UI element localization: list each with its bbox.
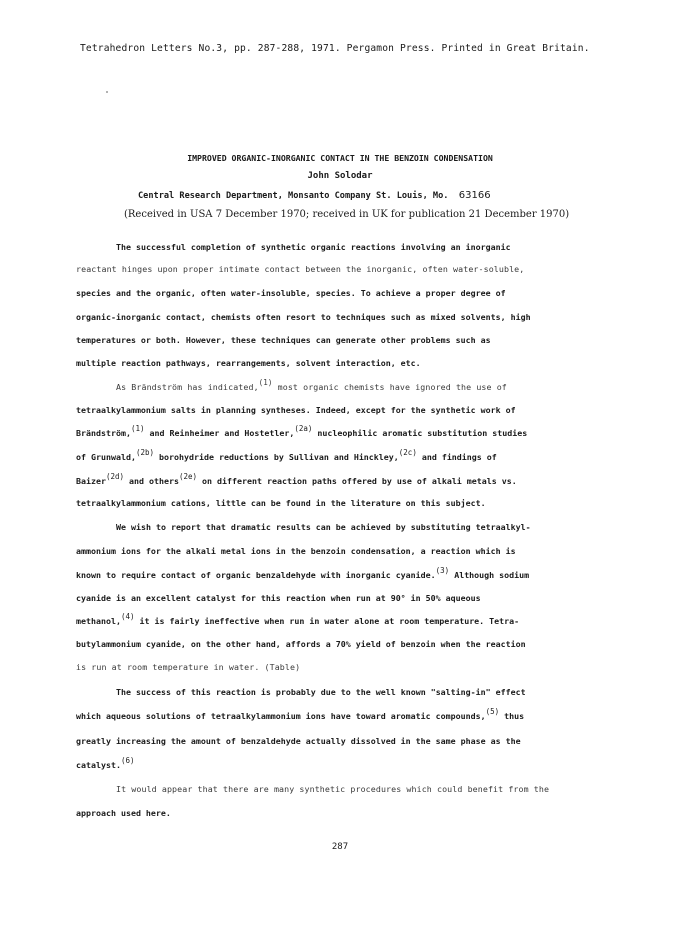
p2-line-3-b: and Reinheimer and Hostetler, bbox=[144, 428, 295, 438]
p2-line-5 bbox=[76, 472, 517, 486]
p3-line-3-b: Although sodium bbox=[449, 570, 530, 580]
p3-line-3-a: known to require contact of organic benzaldehyde with inorganic cyanide. bbox=[76, 570, 436, 580]
ref-2a: (2a) bbox=[294, 424, 313, 433]
scan-speck bbox=[106, 91, 108, 93]
p1-line-2: reactant hinges upon proper intimate contact between the inorganic, often water-soluble, bbox=[76, 264, 525, 274]
p3-line-1: We wish to report that dramatic results can be achieved by substituting tetraalkyl- bbox=[116, 522, 531, 532]
p3-line-4: cyanide is an excellent catalyst for this reaction when run at 90° in 50% aqueous bbox=[76, 593, 481, 603]
article-title: IMPROVED ORGANIC-INORGANIC CONTACT IN THE BENZOIN CONDENSATION bbox=[187, 153, 493, 163]
p2-line-6: tetraalkylammonium cations, little can be found in the literature on this subject. bbox=[76, 498, 486, 508]
p2-line-3-a: Brändström, bbox=[76, 428, 131, 438]
p2-line-4-c: and findings of bbox=[416, 452, 497, 462]
p3-line-2: ammonium ions for the alkali metal ions in the benzoin condensation, a reaction which is bbox=[76, 546, 516, 556]
ref-2c: (2c) bbox=[398, 448, 417, 457]
p1-line-4: organic-inorganic contact, chemists often resort to techniques such as mixed solvents, high bbox=[76, 312, 531, 322]
p2-line-4 bbox=[76, 448, 497, 462]
p4-line-1: The success of this reaction is probably due to the well known "salting-in" effect bbox=[116, 687, 526, 697]
affiliation bbox=[138, 190, 491, 201]
p4-line-2-b: thus bbox=[499, 711, 525, 721]
affiliation-zip: 63166 bbox=[458, 190, 491, 201]
ref-1: (1) bbox=[258, 378, 273, 387]
p2-line-5-b: and others bbox=[124, 476, 179, 486]
ref-2b: (2b) bbox=[135, 448, 155, 457]
p3-line-5-b: it is fairly ineffective when run in water alone at room temperature. Tetra- bbox=[134, 616, 520, 626]
p1-line-3: species and the organic, often water-insoluble, species. To achieve a proper degree of bbox=[76, 288, 506, 298]
p4-line-2-a: which aqueous solutions of tetraalkylammonium ions have toward aromatic compounds, bbox=[76, 711, 486, 721]
p2-line-4-b: borohydride reductions by Sullivan and Hinckley, bbox=[154, 452, 399, 462]
ref-1b: (1) bbox=[130, 424, 145, 433]
p3-line-5 bbox=[76, 612, 520, 626]
p2-line-3-c: nucleophilic aromatic substitution studies bbox=[312, 428, 528, 438]
p3-line-7: is run at room temperature in water. (Table) bbox=[76, 662, 301, 672]
p3-line-5-a: methanol, bbox=[76, 616, 121, 626]
p5-line-2: approach used here. bbox=[76, 808, 171, 818]
affiliation-text: Central Research Department, Monsanto Company St. Louis, Mo. bbox=[138, 191, 449, 201]
ref-4: (4) bbox=[120, 612, 135, 621]
p2-line-1-a: As Brändström has indicated, bbox=[116, 382, 259, 392]
received-dates: (Received in USA 7 December 1970; received in UK for publication 21 December 1970) bbox=[124, 209, 570, 220]
p4-line-2 bbox=[76, 707, 525, 721]
p2-line-1 bbox=[116, 378, 507, 392]
p4-line-3: greatly increasing the amount of benzaldehyde actually dissolved in the same phase as the bbox=[76, 736, 521, 746]
p1-line-5: temperatures or both. However, these techniques can generate other problems such as bbox=[76, 335, 491, 345]
p2-line-5-a: Baizer bbox=[76, 476, 106, 486]
p2-line-4-a: of Grunwald, bbox=[76, 452, 136, 462]
ref-2e: (2e) bbox=[179, 472, 198, 481]
p2-line-5-c: on different reaction paths offered by use of alkali metals vs. bbox=[197, 476, 517, 486]
p2-line-1-b: most organic chemists have ignored the use of bbox=[272, 382, 507, 392]
ref-6: (6) bbox=[120, 756, 135, 765]
ref-3: (3) bbox=[435, 566, 450, 575]
p5-line-1: It would appear that there are many synthetic procedures which could benefit from the bbox=[116, 784, 550, 794]
p3-line-6: butylammonium cyanide, on the other hand, affords a 70% yield of benzoin when the reaction bbox=[76, 639, 526, 649]
ref-5: (5) bbox=[485, 707, 500, 716]
p3-line-3 bbox=[76, 566, 530, 580]
page-number: 287 bbox=[331, 842, 349, 852]
author: John Solodar bbox=[307, 171, 373, 181]
p2-line-3 bbox=[76, 424, 528, 438]
p1-line-6: multiple reaction pathways, rearrangements, solvent interaction, etc. bbox=[76, 358, 421, 368]
p2-line-2: tetraalkylammonium salts in planning syntheses. Indeed, except for the synthetic work of bbox=[76, 405, 516, 415]
running-header: Tetrahedron Letters No.3, pp. 287-288, 1971. Pergamon Press. Printed in Great Britain. bbox=[80, 43, 590, 54]
p4-line-4 bbox=[76, 756, 135, 770]
ref-2d: (2d) bbox=[105, 472, 125, 481]
p4-line-4-a: catalyst. bbox=[76, 760, 121, 770]
p1-line-1: The successful completion of synthetic organic reactions involving an inorganic bbox=[116, 242, 511, 252]
